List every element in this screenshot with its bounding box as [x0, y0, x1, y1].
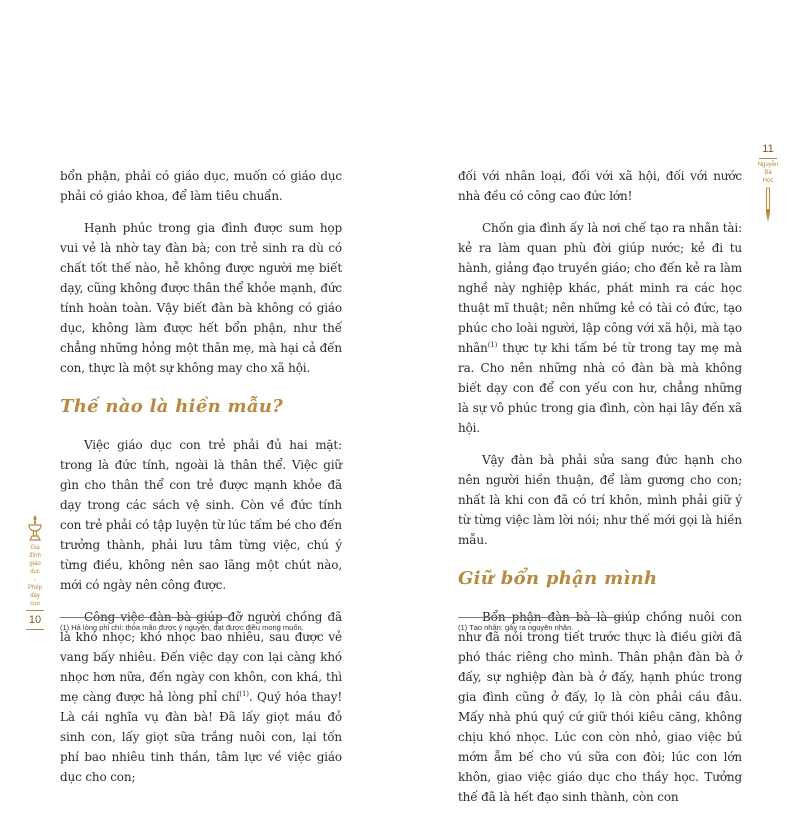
- paragraph: đối với nhân loại, đối với xã hội, đối với nước nhà đều có công cao đức lớn!: [458, 169, 742, 203]
- footnote: (1) Tạo nhân: gây ra nguyên nhân.: [458, 617, 628, 632]
- footnote: (1) Hả lòng phỉ chí: thỏa mãn được ý nguyện, đạt được điều mong muốn.: [60, 617, 230, 632]
- left-text-column: [60, 166, 342, 799]
- left-page: [0, 0, 400, 800]
- page-number: 10: [28, 614, 42, 626]
- page-number: 11: [762, 143, 774, 155]
- right-text-column: [458, 166, 742, 819]
- footnote-mark: (1): [239, 690, 249, 698]
- paragraph-text: Chốn gia đình ấy là nơi chế tạo ra nhân tài: kẻ ra làm quan phù đời giúp nước; kẻ đi tu hành, giảng đạo truyền giáo; cho đến kẻ ra làm nghề này nghiệp khác, phát minh ra các học thuật mĩ thuật; nên những kẻ có tài có đức, tạo phúc cho loài người, lập công với xã hội, mà tạo nhân: [458, 221, 742, 355]
- paragraph: [60, 607, 342, 787]
- side-title: Gia đình giáo dục - Phép dạy con: [27, 545, 42, 607]
- paragraph-text: . Quý hóa thay! Là cái nghĩa vụ đàn bà! Đã lấy giọt máu đỏ sinh con, lấy giọt sữa trắng nuôi con, lại tốn phí bao nhiêu tinh thần, tâm lực về việc giáo dục cho con;: [60, 690, 342, 784]
- divider: [759, 158, 777, 159]
- oil-lamp-icon: [27, 514, 43, 542]
- right-page: [400, 0, 800, 804]
- divider: [26, 610, 44, 611]
- section-heading: Thế nào là hiền mẫu?: [60, 396, 284, 417]
- side-title: Nguyễn Bá Học: [757, 162, 779, 184]
- paragraph: [458, 218, 742, 438]
- paragraph: Việc giáo dục con trẻ phải đủ hai mặt: trong là đức tính, ngoài là thân thể. Việc giữ gìn cho thân thể con trẻ được mạnh khỏe đã dạy trong các sách vệ sinh. Còn về đức tính con trẻ phải có tập luyện từ lúc tấm bé cho đến trưởng thành, phải lưu tâm từng việc, chú ý từng điều, không nên sao lãng một chút nào, mới có ngày nên công được.: [60, 438, 342, 592]
- paragraph-text: Công việc đàn bà giúp đỡ người chồng đã là khó nhọc; khó nhọc bao nhiêu, sau được vẻ vang bấy nhiêu. Đến việc dạy con lại càng khó nhọc hơn nữa, đến ngày con khôn, con khá, thì mẹ càng được hả lòng phỉ chí: [60, 610, 342, 704]
- pen-nib-icon: [763, 187, 773, 223]
- paragraph: Bổn phận đàn bà là giúp chồng nuôi con như đã nói trong tiết trước thực là điều giời đã phó thác riêng cho mình. Thân phận đàn bà ở đấy, sự nghiệp đàn bà ở đấy, hạnh phúc trong gia đình cũng ở đấy, lọ là còn phải cầu đâu. Mấy nhà phú quý cứ giữ thói kiêu căng, không chịu khó nhọc. Lúc con còn nhỏ, giao việc bú mớm ẵm bế cho vú sữa con đòi; lúc con lớn khôn, giao việc giáo dục cho thầy học. Tưởng thế đã là hết đạo sinh thành, còn con: [458, 610, 742, 804]
- divider: [26, 629, 44, 630]
- paragraph: bổn phận, phải có giáo dục, muốn có giáo dục phải có giáo khoa, để làm tiêu chuẩn.: [60, 169, 342, 203]
- left-side-marker: [18, 512, 52, 632]
- section-heading: Giữ bổn phận mình: [458, 568, 658, 589]
- right-side-marker: [751, 140, 785, 225]
- footnote-mark: (1): [487, 341, 498, 349]
- paragraph: Vậy đàn bà phải sửa sang đức hạnh cho nên người hiền thuận, để làm gương cho con; nhất là khi con đã có trí khôn, mình phải giữ ý từ từng việc làm lời nói; như thế mới gọi là hiền mẫu.: [458, 453, 742, 547]
- paragraph-text: thực tự khi tấm bé từ trong tay mẹ mà ra. Cho nên những nhà có đàn bà mà không biết dạy con để con yếu con hư, chẳng những là sự vô phúc trong gia đình, còn hại lây đến xã hội.: [458, 341, 742, 435]
- paragraph: Hạnh phúc trong gia đình được sum họp vui vẻ là nhờ tay đàn bà; con trẻ sinh ra dù có chất tốt thế nào, hễ không được người mẹ biết dạy, cũng không được thân thể khỏe mạnh, đức tính hoàn toàn. Vậy biết đàn bà không có giáo dục, không làm được hết bổn phận, như thế chẳng những hỏng một thân mẹ, mà hại cả đến con, thực là một sự không may cho xã hội.: [60, 221, 342, 375]
